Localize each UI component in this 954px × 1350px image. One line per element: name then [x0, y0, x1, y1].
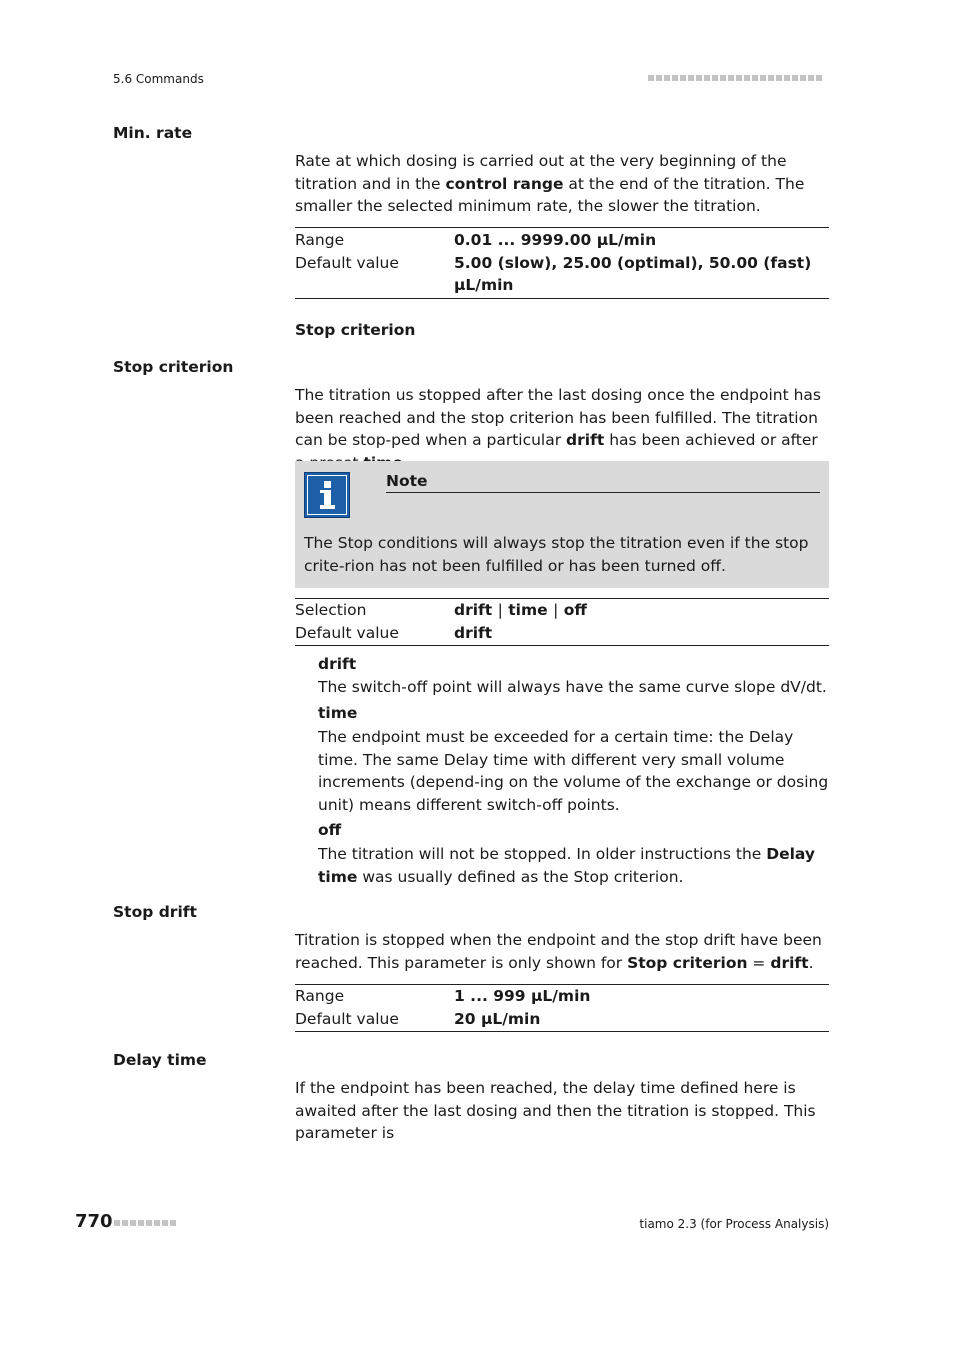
header-decoration [648, 75, 822, 81]
range-row [295, 229, 829, 252]
delay-time-description: If the endpoint has been reached, the delay time defined here is awaited after the last dosing and then the titration is stopped. This parameter is [295, 1079, 816, 1142]
default-row [295, 622, 829, 645]
default-value: 20 µL/min [454, 1009, 541, 1028]
delay-time-label: Delay time [113, 1051, 207, 1069]
stop-criterion-description: The titration us stopped after the last dosing once the endpoint has been reached and the stop criterion has been fulfilled. The titration can be stop-ped when a particular drift has been achieved or after [295, 386, 821, 449]
default-value: 5.00 (slow), 25.00 (optimal), 50.00 (fast) µL/min [454, 253, 812, 294]
product-name: tiamo 2.3 (for Process Analysis) [639, 1217, 829, 1231]
default-row [295, 1008, 829, 1031]
range-key: Range [295, 231, 345, 249]
default-key: Default value [295, 623, 399, 642]
note-box [295, 461, 829, 588]
note-title: Note [386, 471, 820, 493]
option-time-title: time [318, 704, 358, 722]
option-drift-title: drift [318, 655, 357, 673]
option-drift-text: The switch-off point will always have the same curve slope dV/dt. [318, 678, 827, 696]
range-key: Range [295, 987, 345, 1005]
option-time-text: The endpoint must be exceeded for a certain time: the Delay time. The same Delay time with different very small volume increments (depend-ing on the volume of the exchange or dosing unit) means different switch-off points. [318, 728, 829, 814]
stop-criterion-label: Stop criterion [113, 358, 234, 376]
selection-values: drift | time | off [454, 601, 587, 619]
min-rate-description: Rate at which dosing is carried out at the very beginning of the titration and in the control range at the end of the titration. The smaller the selected minimum rate, the slower the titration. [295, 152, 805, 215]
stop-criterion-table [295, 598, 829, 646]
stop-drift-description: Titration is stopped when the endpoint and the stop drift have been reached. This parameter is only shown for Stop criterion = drift. [295, 931, 822, 972]
stop-drift-label: Stop drift [113, 903, 197, 921]
footer-decoration [114, 1220, 176, 1226]
page-number: 770 [75, 1211, 113, 1232]
selection-key: Selection [295, 601, 367, 619]
option-off-title: off [318, 821, 342, 839]
running-header: 5.6 Commands [113, 72, 204, 86]
default-row [295, 252, 829, 297]
option-off-text: The titration will not be stopped. In older instructions the Delay time was usually defined as the Stop criterion. [318, 845, 816, 886]
stop-drift-table [295, 984, 829, 1032]
range-row [295, 985, 829, 1008]
info-icon [304, 472, 350, 518]
stop-criterion-subheading: Stop criterion [295, 321, 416, 339]
min-rate-table [295, 227, 829, 299]
range-value: 1 ... 999 µL/min [454, 987, 591, 1005]
note-text: The Stop conditions will always stop the titration even if the stop crite-rion has not been fulfilled or has been turned off. [304, 534, 809, 575]
selection-row [295, 599, 829, 622]
default-key: Default value [295, 253, 399, 272]
range-value: 0.01 ... 9999.00 µL/min [454, 231, 657, 249]
default-key: Default value [295, 1009, 399, 1028]
min-rate-label: Min. rate [113, 124, 193, 142]
default-value: drift [454, 623, 493, 642]
